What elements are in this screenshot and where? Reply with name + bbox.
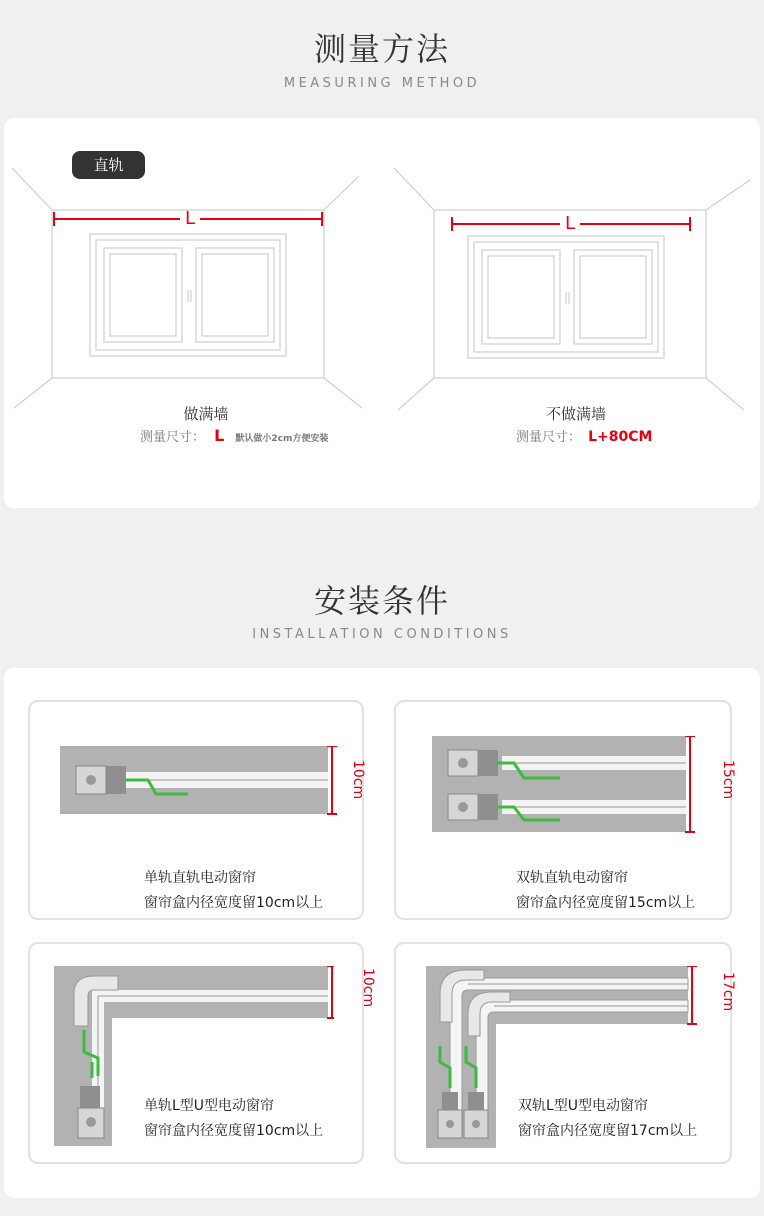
- install-subtitle: INSTALLATION CONDITIONS: [252, 627, 512, 642]
- double-lu-title: 双轨L型U型电动窗帘: [518, 1098, 649, 1114]
- not-full-wall-size-row: [516, 426, 652, 445]
- install-card-single-lu: [28, 942, 376, 1164]
- full-wall-diagram: [4, 118, 384, 428]
- double-lu-text: [518, 1094, 697, 1144]
- double-straight-text: [516, 866, 695, 916]
- measure-panel: [4, 118, 760, 508]
- full-wall-caption: 做满墙: [183, 405, 229, 423]
- double-straight-title: 双轨直轨电动窗帘: [516, 870, 628, 886]
- install-panel: [4, 668, 760, 1198]
- full-wall-size-label: 测量尺寸：: [140, 430, 206, 445]
- double-straight-rail-illustration: [432, 736, 702, 836]
- single-lu-text: [144, 1094, 323, 1144]
- single-straight-requirement: 窗帘盒内径宽度留10cm以上: [144, 895, 324, 911]
- not-full-wall-length-label: L: [564, 213, 576, 234]
- full-wall-size-value: L: [214, 426, 225, 445]
- install-card-double-straight: [394, 700, 736, 920]
- double-lu-requirement: 窗帘盒内径宽度留17cm以上: [518, 1123, 698, 1139]
- single-lu-dimension: 10cm: [360, 968, 376, 1008]
- measure-subtitle: MEASURING METHOD: [283, 76, 481, 91]
- not-full-wall-caption: 不做满墙: [545, 405, 606, 423]
- measure-title: 测量方法: [313, 30, 450, 68]
- single-straight-text: [144, 866, 323, 916]
- install-card-double-lu: [394, 942, 736, 1164]
- single-straight-title: 单轨直轨电动窗帘: [144, 870, 256, 886]
- not-full-wall-diagram: [384, 118, 760, 428]
- double-straight-dimension: 15cm: [720, 760, 736, 800]
- straight-rail-badge: 直轨: [72, 151, 145, 179]
- full-wall-size-row: [140, 426, 328, 445]
- not-full-wall-size-value: L+80CM: [588, 429, 653, 445]
- full-wall-size-note: 默认做小2cm方便安装: [235, 434, 329, 444]
- not-full-wall-size-label: 测量尺寸：: [516, 430, 582, 445]
- single-lu-requirement: 窗帘盒内径宽度留10cm以上: [144, 1123, 324, 1139]
- double-straight-requirement: 窗帘盒内径宽度留15cm以上: [516, 895, 696, 911]
- install-title: 安装条件: [313, 582, 450, 620]
- single-lu-title: 单轨L型U型电动窗帘: [144, 1098, 275, 1114]
- full-wall-length-label: L: [184, 208, 196, 229]
- install-card-single-straight: [28, 700, 364, 920]
- double-lu-dimension: 17cm: [720, 972, 736, 1012]
- single-straight-rail-illustration: [60, 746, 340, 826]
- single-straight-dimension: 10cm: [350, 760, 366, 800]
